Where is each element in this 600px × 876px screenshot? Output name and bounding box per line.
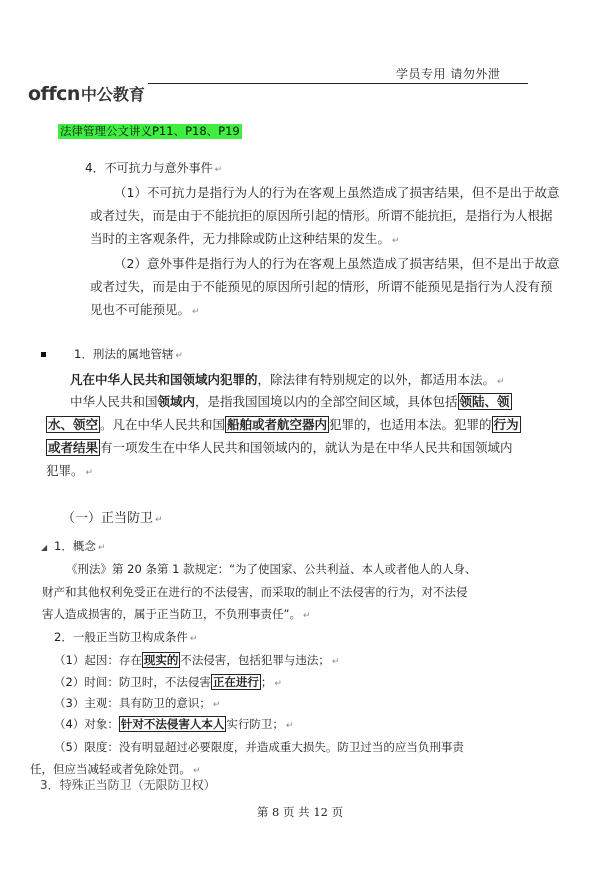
quote-line: 财产和其他权利免受正在进行的不法侵害，而采取的制止不法侵害的行为，对不法侵 <box>42 585 468 599</box>
boxed-term: 船舶或者航空器内 <box>227 417 328 432</box>
paragraph-mark-icon: ↵ <box>392 236 400 246</box>
paragraph-mark-icon: ↵ <box>214 165 223 175</box>
condition-time: （2）时间：防卫时，不法侵害 正在进行 ； ↵ <box>54 675 282 689</box>
logo-latin: offcn <box>28 83 80 105</box>
paragraph-mark-icon: ↵ <box>85 468 94 478</box>
condition-cause: （1）起因：存在 现实的 不法侵害，包括犯罪与违法； ↵ <box>54 653 340 667</box>
paragraph-mark-icon: ↵ <box>212 700 221 710</box>
paragraph-mark-icon: ↵ <box>97 543 106 553</box>
paragraph-mark-icon: ↵ <box>175 351 183 361</box>
paragraph-line: 或者过失，而是由于不能抗拒的原因所引起的情形。所谓不能抗拒，是指行为人根据 <box>90 208 553 223</box>
collapse-triangle-icon: ◢ <box>41 543 48 552</box>
condition-limit: （5）限度：没有明显超过必要限度，并造成重大损失。防卫过当的应当负刑事责 <box>54 740 464 754</box>
page-number: 第 8 页 共 12 页 <box>256 805 344 819</box>
clipped-heading: 3．特殊正当防卫（无限防卫权） <box>40 778 216 792</box>
condition-intent: （3）主观：具有防卫的意识； ↵ <box>54 696 221 710</box>
paragraph-line: 或者结果 有一项发生在中华人民共和国领域内的，就认为是在中华人民共和国领域内 <box>48 440 513 455</box>
paragraph-mark-icon: ↵ <box>192 307 200 317</box>
boxed-term: 正在进行 <box>212 675 259 689</box>
boxed-term: 水、领空 <box>48 417 99 432</box>
paragraph-mark-icon: ↵ <box>331 657 340 667</box>
paragraph-line: 当时的主客观条件，无力排除或防止这种结果的发生。 ↵ <box>90 231 400 246</box>
paragraph-mark-icon: ↵ <box>274 679 282 689</box>
subsection-title-concept: 1．概念 ↵ <box>54 539 106 553</box>
paragraph-mark-icon: ↵ <box>497 377 505 387</box>
section-title-self-defense: （一）正当防卫 ↵ <box>62 511 163 526</box>
boxed-term: 领陆、领 <box>459 394 510 409</box>
paragraph-line: （2）意外事件是指行为人的行为在客观上虽然造成了损害结果，但不是出于故意 <box>114 256 560 271</box>
section-title-force-majeure: 4．不可抗力与意外事件 ↵ <box>85 161 223 175</box>
paragraph-line: 中华人民共和国领域内，是指我国国境以内的全部空间区域，具体包括 领陆、领 <box>70 394 510 409</box>
boxed-term: 行为 <box>493 417 519 432</box>
paragraph-line: 犯罪。 ↵ <box>46 463 94 478</box>
condition-limit: 任，但应当减轻或者免除处罚。 ↵ <box>30 762 201 776</box>
paragraph-mark-icon: ↵ <box>285 721 294 731</box>
paragraph-mark-icon: ↵ <box>193 766 201 776</box>
header-rule <box>148 83 528 84</box>
boxed-term: 针对不法侵害人本人 <box>120 717 225 731</box>
bullet-icon <box>41 352 46 357</box>
highlighted-reference: 法律管理公文讲义P11、P18、P19 <box>60 124 240 138</box>
paragraph-line: 水、领空 。凡在中华人民共和国 船舶或者航空器内 犯罪的，也适用本法。犯罪的 行为 <box>48 417 519 432</box>
paragraph-line: （1）不可抗力是指行为人的行为在客观上虽然造成了损害结果，但不是出于故意 <box>114 185 560 200</box>
paragraph-mark-icon: ↵ <box>302 611 311 621</box>
paragraph-line: 见也不可能预见。 ↵ <box>90 302 200 317</box>
boxed-term: 现实的 <box>143 653 179 667</box>
offcn-logo <box>28 82 145 104</box>
condition-target: （4）对象： 针对不法侵害人本人 实行防卫； ↵ <box>54 717 294 731</box>
quote-line: 害人造成损害的，属于正当防卫，不负刑事责任”。 ↵ <box>42 607 311 621</box>
boxed-term: 或者结果 <box>48 440 99 455</box>
logo-cn: 中公教育 <box>80 85 145 104</box>
section-title-territorial-jurisdiction: 1．刑法的属地管辖 ↵ <box>74 347 183 361</box>
paragraph-mark-icon: ↵ <box>155 515 163 525</box>
paragraph-line: 或者过失，而是由于不能预见的原因所引起的情形，所谓不能预见是指行为人没有预 <box>90 279 553 294</box>
quote-line: 《刑法》第 20 条第 1 款规定：“为了使国家、公共利益、本人或者他人的人身、 <box>66 562 477 576</box>
paragraph-line: 凡在中华人民共和国领域内犯罪的，除法律有特别规定的以外，都适用本法。 ↵ <box>70 372 505 387</box>
subsection-title-conditions: 2．一般正当防卫构成条件 ↵ <box>54 630 198 644</box>
confidential-note: 学员专用 请勿外泄 <box>396 67 501 81</box>
paragraph-mark-icon: ↵ <box>189 634 198 644</box>
